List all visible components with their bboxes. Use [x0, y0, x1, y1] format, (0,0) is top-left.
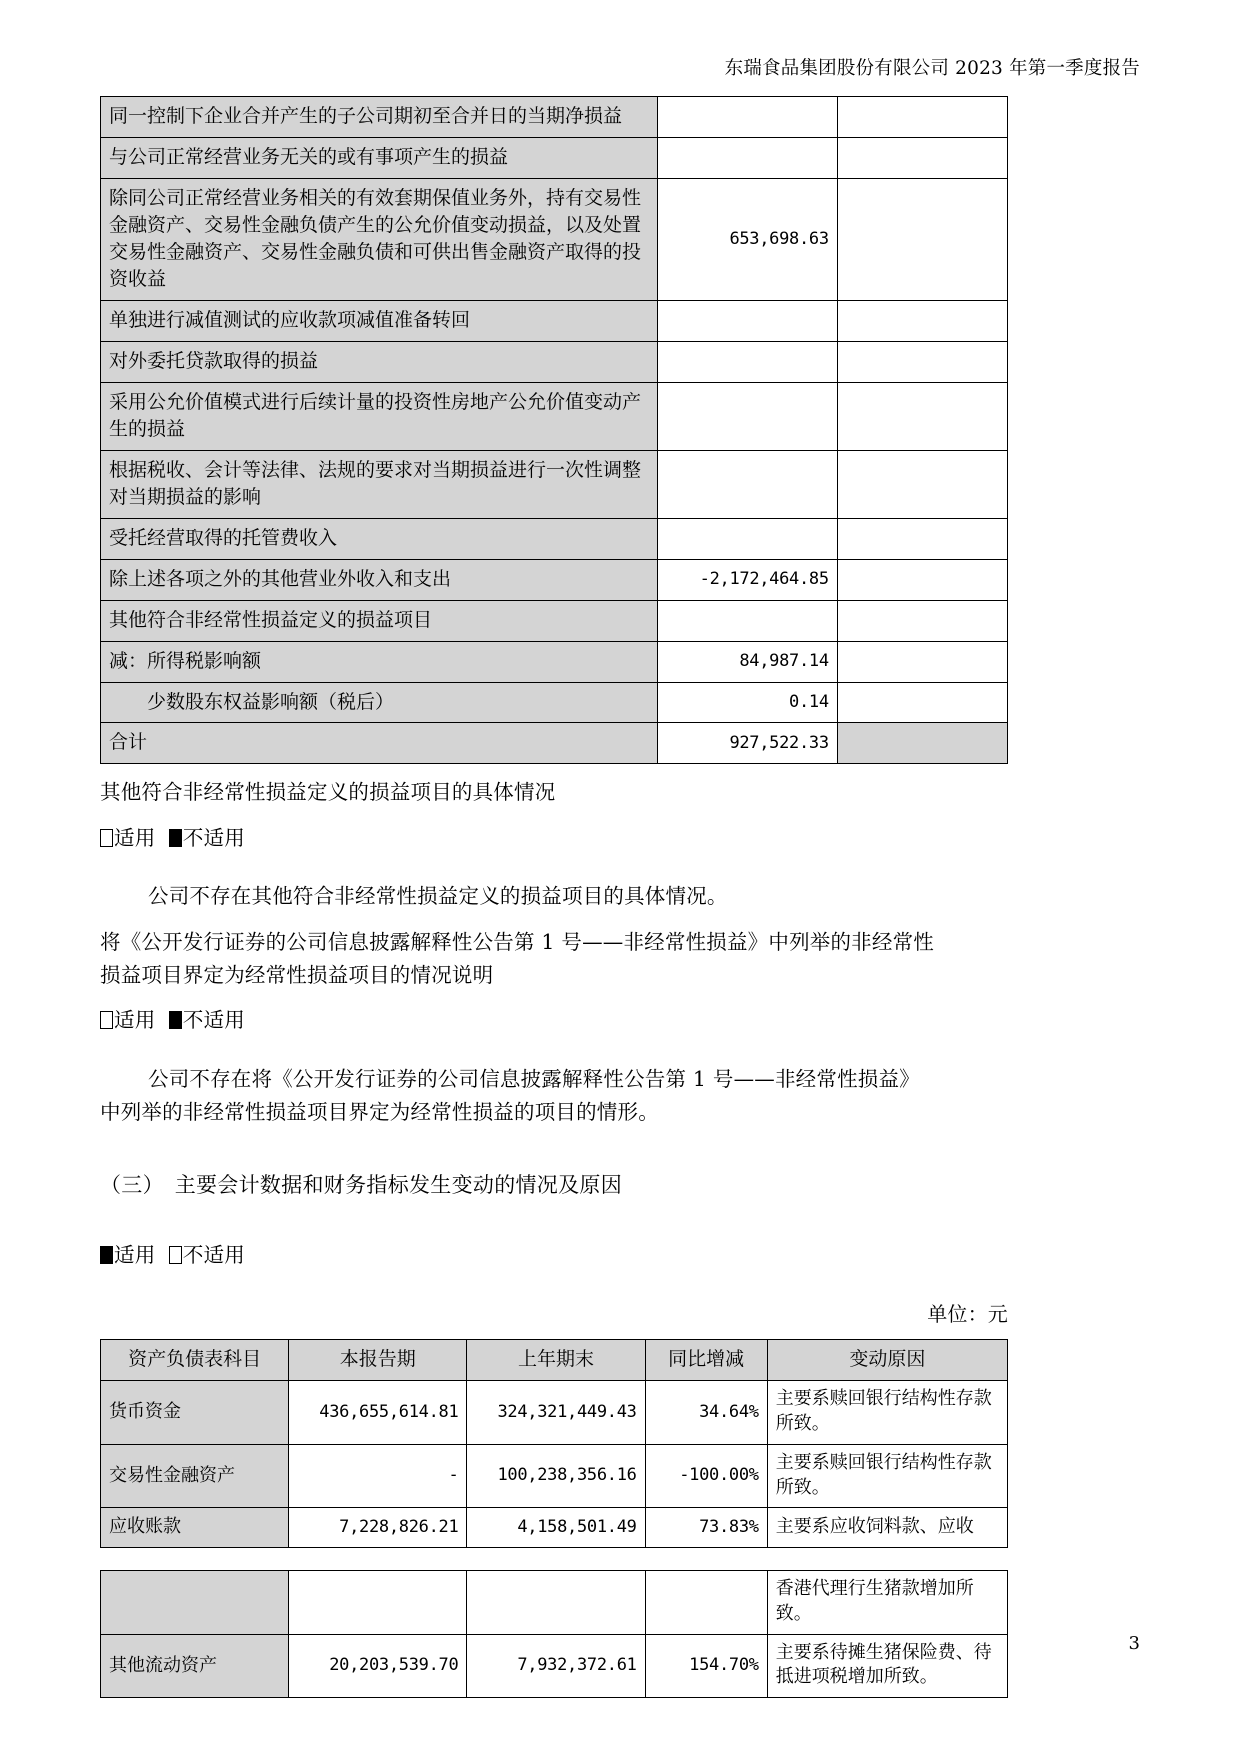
- row-subject: 其他流动资产: [101, 1634, 289, 1698]
- checkbox-unchecked-icon[interactable]: [169, 1246, 182, 1264]
- checkbox-checked-icon[interactable]: [100, 1246, 113, 1264]
- other-items-heading: 其他符合非经常性损益定义的损益项目的具体情况: [100, 780, 556, 805]
- row-subject: 交易性金融资产: [101, 1444, 289, 1508]
- row-reason: 香港代理行生猪款增加所致。: [767, 1570, 1007, 1634]
- reclass-heading-line2: 损益项目界定为经常性损益项目的情况说明: [100, 962, 494, 987]
- row-subject: 应收账款: [101, 1508, 289, 1548]
- page-content: [100, 96, 1008, 1698]
- row-previous: 100,238,356.16: [467, 1444, 645, 1508]
- row-reason: 主要系应收饲料款、应收: [767, 1508, 1007, 1548]
- table-row: [101, 450, 1008, 518]
- item-label: 与公司正常经营业务无关的或有事项产生的损益: [101, 137, 658, 178]
- table-row: [101, 341, 1008, 382]
- item-amount: [657, 518, 837, 559]
- item-note: [837, 450, 1007, 518]
- row-current: 20,203,539.70: [289, 1634, 467, 1698]
- row-subject: [101, 1570, 289, 1634]
- item-note: [837, 382, 1007, 450]
- row-change: 34.64%: [645, 1381, 767, 1445]
- running-header: 东瑞食品集团股份有限公司 2023 年第一季度报告: [724, 58, 1140, 79]
- table-row: [101, 382, 1008, 450]
- applicability-line-3: [100, 1239, 1008, 1272]
- table-row: [101, 97, 1008, 138]
- reclass-body-line2: 中列举的非经常性损益项目界定为经常性损益的项目的情形。: [100, 1100, 659, 1125]
- item-note: [837, 600, 1007, 641]
- item-note: [837, 682, 1007, 723]
- section-heading-three: （三） 主要会计数据和财务指标发生变动的情况及原因: [100, 1173, 622, 1198]
- column-header-subject: 资产负债表科目: [101, 1340, 289, 1381]
- column-header-previous: 上年期末: [467, 1340, 645, 1381]
- applicability-line-1: [100, 822, 1008, 855]
- row-reason: 主要系赎回银行结构性存款所致。: [767, 1444, 1007, 1508]
- applicable-label: 适用: [114, 1008, 156, 1033]
- item-label: 采用公允价值模式进行后续计量的投资性房地产公允价值变动产生的损益: [101, 382, 658, 450]
- financial-changes-table-continued: [100, 1570, 1008, 1698]
- table-row: [101, 1570, 1008, 1634]
- column-header-reason: 变动原因: [767, 1340, 1007, 1381]
- column-header-current: 本报告期: [289, 1340, 467, 1381]
- item-amount: [657, 137, 837, 178]
- other-items-body: 公司不存在其他符合非经常性损益定义的损益项目的具体情况。: [148, 884, 728, 909]
- applicable-label: 适用: [114, 1243, 156, 1268]
- checkbox-checked-icon[interactable]: [169, 1011, 182, 1029]
- row-current: -: [289, 1444, 467, 1508]
- item-label: 根据税收、会计等法律、法规的要求对当期损益进行一次性调整对当期损益的影响: [101, 450, 658, 518]
- row-change: 154.70%: [645, 1634, 767, 1698]
- item-label: 对外委托贷款取得的损益: [101, 341, 658, 382]
- item-label: 其他符合非经常性损益定义的损益项目: [101, 600, 658, 641]
- row-change: 73.83%: [645, 1508, 767, 1548]
- table-row: [101, 1444, 1008, 1508]
- table-row: [101, 559, 1008, 600]
- not-applicable-label: 不适用: [182, 1243, 245, 1268]
- item-amount: [657, 97, 837, 138]
- row-current: [289, 1570, 467, 1634]
- item-amount: 0.14: [657, 682, 837, 723]
- item-label: 受托经营取得的托管费收入: [101, 518, 658, 559]
- item-note: [837, 300, 1007, 341]
- row-change: [645, 1570, 767, 1634]
- item-label: 少数股东权益影响额（税后）: [101, 682, 658, 723]
- checkbox-unchecked-icon[interactable]: [100, 1011, 113, 1029]
- item-note: [837, 559, 1007, 600]
- item-label: 除上述各项之外的其他营业外收入和支出: [101, 559, 658, 600]
- table-row: [101, 1381, 1008, 1445]
- table-row: [101, 1634, 1008, 1698]
- row-current: 436,655,614.81: [289, 1381, 467, 1445]
- item-label: 单独进行减值测试的应收款项减值准备转回: [101, 300, 658, 341]
- row-previous: 7,932,372.61: [467, 1634, 645, 1698]
- reclass-heading-line1: 将《公开发行证券的公司信息披露解释性公告第 1 号——非经常性损益》中列举的非经常性: [100, 929, 934, 954]
- table-row-total: [101, 723, 1008, 764]
- checkbox-checked-icon[interactable]: [169, 829, 182, 847]
- table-row: [101, 641, 1008, 682]
- reclass-body-line1: 公司不存在将《公开发行证券的公司信息披露解释性公告第 1 号——非经常性损益》: [148, 1066, 920, 1091]
- item-amount: 653,698.63: [657, 178, 837, 300]
- nonrecurring-items-table: [100, 96, 1008, 764]
- item-label: 减：所得税影响额: [101, 641, 658, 682]
- table-row: [101, 1508, 1008, 1548]
- table-row: [101, 682, 1008, 723]
- applicability-line-2: [100, 1004, 1008, 1037]
- item-amount: [657, 341, 837, 382]
- item-amount: [657, 600, 837, 641]
- row-previous: [467, 1570, 645, 1634]
- unit-note: 单位：元: [927, 1302, 1008, 1327]
- applicable-label: 适用: [114, 825, 156, 850]
- not-applicable-label: 不适用: [182, 1008, 245, 1033]
- table-row: [101, 518, 1008, 559]
- row-change: -100.00%: [645, 1444, 767, 1508]
- row-current: 7,228,826.21: [289, 1508, 467, 1548]
- total-label: 合计: [101, 723, 658, 764]
- item-note: [837, 178, 1007, 300]
- column-header-change: 同比增减: [645, 1340, 767, 1381]
- total-note: [837, 723, 1007, 764]
- item-note: [837, 137, 1007, 178]
- table-header-row: [101, 1340, 1008, 1381]
- table-row: [101, 178, 1008, 300]
- row-reason: 主要系赎回银行结构性存款所致。: [767, 1381, 1007, 1445]
- row-previous: 4,158,501.49: [467, 1508, 645, 1548]
- total-amount: 927,522.33: [657, 723, 837, 764]
- item-amount: 84,987.14: [657, 641, 837, 682]
- item-note: [837, 97, 1007, 138]
- row-subject: 货币资金: [101, 1381, 289, 1445]
- row-reason: 主要系待摊生猪保险费、待抵进项税增加所致。: [767, 1634, 1007, 1698]
- item-note: [837, 518, 1007, 559]
- page-number: 3: [1128, 1633, 1140, 1654]
- financial-changes-table: [100, 1339, 1008, 1548]
- item-note: [837, 641, 1007, 682]
- table-row: [101, 300, 1008, 341]
- item-label: 除同公司正常经营业务相关的有效套期保值业务外，持有交易性金融资产、交易性金融负债产生的公允价值变动损益，以及处置交易性金融资产、交易性金融负债和可供出售金融资产取得的投资收益: [101, 178, 658, 300]
- item-amount: [657, 382, 837, 450]
- row-previous: 324,321,449.43: [467, 1381, 645, 1445]
- item-label: 同一控制下企业合并产生的子公司期初至合并日的当期净损益: [101, 97, 658, 138]
- item-note: [837, 341, 1007, 382]
- table-row: [101, 137, 1008, 178]
- table-row: [101, 600, 1008, 641]
- item-amount: [657, 300, 837, 341]
- item-amount: [657, 450, 837, 518]
- item-amount: -2,172,464.85: [657, 559, 837, 600]
- not-applicable-label: 不适用: [182, 825, 245, 850]
- checkbox-unchecked-icon[interactable]: [100, 829, 113, 847]
